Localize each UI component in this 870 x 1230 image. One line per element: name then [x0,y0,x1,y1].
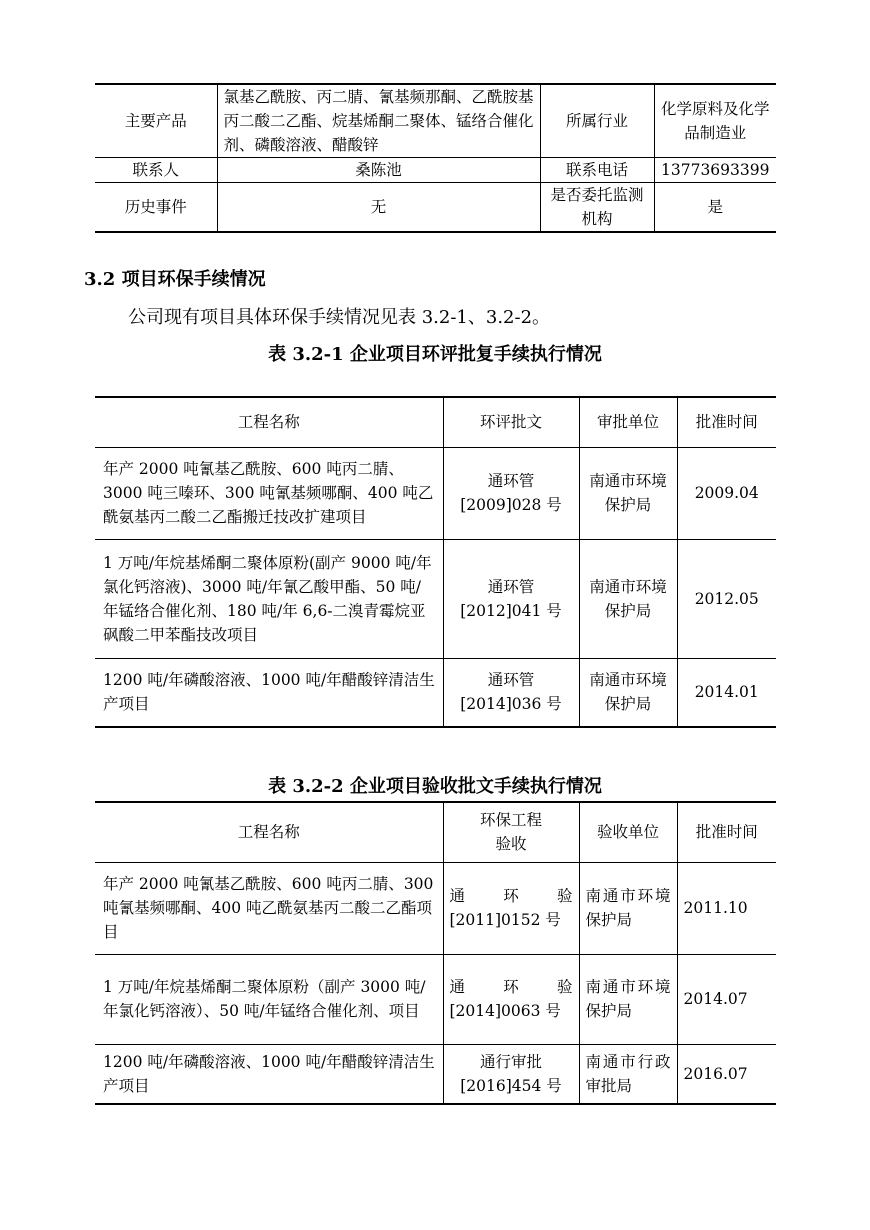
section-heading: 3.2 项目环保手续情况 [84,269,266,290]
eia-table-caption: 表 3.2-1 企业项目环评批复手续执行情况 [268,344,602,365]
header-acceptance-unit: 验收单位 [579,802,677,862]
header-project-name: 工程名称 [95,802,443,862]
project-name: 年产 2000 吨氰基乙酰胺、600 吨丙二腈、300 吨氰基频哪酮、400 吨乙酰氨基丙二酸二乙酯项目 [95,862,443,954]
contact-label: 联系人 [95,158,217,183]
table-row [95,954,776,1044]
table-row [95,447,776,539]
acceptance-doc-line-1: 通行审批 [479,1052,542,1071]
industry-value: 化学原料及化学品制造业 [654,84,776,158]
section-paragraph: 公司现有项目具体环保手续情况见表 3.2-1、3.2-2。 [128,307,551,328]
phone-value: 13773693399 [654,158,776,183]
approval-date: 2014.01 [677,658,776,727]
table-row [95,539,776,658]
acceptance-unit: 南通市行政审批局 [579,1044,677,1104]
header-approval-date: 批准时间 [677,802,776,862]
approval-date: 2016.07 [677,1044,776,1104]
eia-approval-table [95,396,776,728]
entrusted-label: 是否委托监测机构 [540,183,654,233]
approval-date: 2012.05 [677,539,776,658]
project-name: 1200 吨/年磷酸溶液、1000 吨/年醋酸锌清洁生产项目 [103,1052,435,1095]
acceptance-doc-line-1: 通 环 验 [449,887,573,905]
acceptance-doc-line-2: [2014]0063 号 [449,1002,561,1020]
approval-unit: 南通市环境保护局 [579,447,677,539]
acceptance-table-caption: 表 3.2-2 企业项目验收批文手续执行情况 [268,776,602,797]
acceptance-doc [443,954,579,1044]
project-name: 1 万吨/年烷基烯酮二聚体原粉(副产 9000 吨/年氯化钙溶液)、3000 吨/年氰乙酸甲酯、50 吨/年锰络合催化剂、180 吨/年 6,6-二溴青霉烷亚砜酸二甲苯酯技改项目 [95,539,443,658]
history-value: 无 [217,183,540,233]
company-info-table [95,83,776,233]
project-name: 年产 2000 吨氰基乙酰胺、600 吨丙二腈、3000 吨三嗪环、300 吨氰基频哪酮、400 吨乙酰氨基丙二酸二乙酯搬迁技改扩建项目 [95,447,443,539]
table-row [95,658,776,727]
entrusted-value: 是 [654,183,776,233]
approval-doc: 通环管[2009]028 号 [443,447,579,539]
header-acceptance-doc: 环保工程验收 [443,802,579,862]
industry-label: 所属行业 [540,84,654,158]
project-name: 1 万吨/年烷基烯酮二聚体原粉（副产 3000 吨/年氯化钙溶液）、50 吨/年锰络合催化剂、项目 [95,954,443,1044]
approval-doc: 通环管[2014]036 号 [443,658,579,727]
approval-doc: 通环管[2012]041 号 [443,539,579,658]
acceptance-doc [443,1044,579,1104]
acceptance-table [95,801,776,1105]
acceptance-doc-line-2: [2011]0152 号 [449,911,561,929]
approval-unit: 南通市环境保护局 [579,658,677,727]
acceptance-doc-line-1: 通 环 验 [449,978,573,996]
approval-date: 2014.07 [677,954,776,1044]
history-label: 历史事件 [124,198,187,216]
approval-unit: 南通市环境保护局 [579,539,677,658]
acceptance-doc [443,862,579,954]
phone-label: 联系电话 [540,158,654,183]
table-row [95,1044,776,1104]
product-label: 主要产品 [95,84,217,158]
header-project-name: 工程名称 [95,397,443,447]
acceptance-doc-line-2: [2016]454 号 [460,1076,562,1095]
header-approval-doc: 环评批文 [443,397,579,447]
header-approval-unit: 审批单位 [579,397,677,447]
table-row [95,862,776,954]
acceptance-unit: 南通市环境保护局 [579,862,677,954]
project-name: 1200 吨/年磷酸溶液、1000 吨/年醋酸锌清洁生产项目 [103,671,435,714]
approval-date: 2009.04 [677,447,776,539]
header-approval-date: 批准时间 [677,397,776,447]
approval-date: 2011.10 [677,862,776,954]
product-value: 氯基乙酰胺、丙二腈、氰基频那酮、乙酰胺基丙二酸二乙酯、烷基烯酮二聚体、锰络合催化剂、磷酸溶液、醋酸锌 [217,84,540,158]
contact-value: 桑陈池 [217,158,540,183]
acceptance-unit: 南通市环境保护局 [579,954,677,1044]
